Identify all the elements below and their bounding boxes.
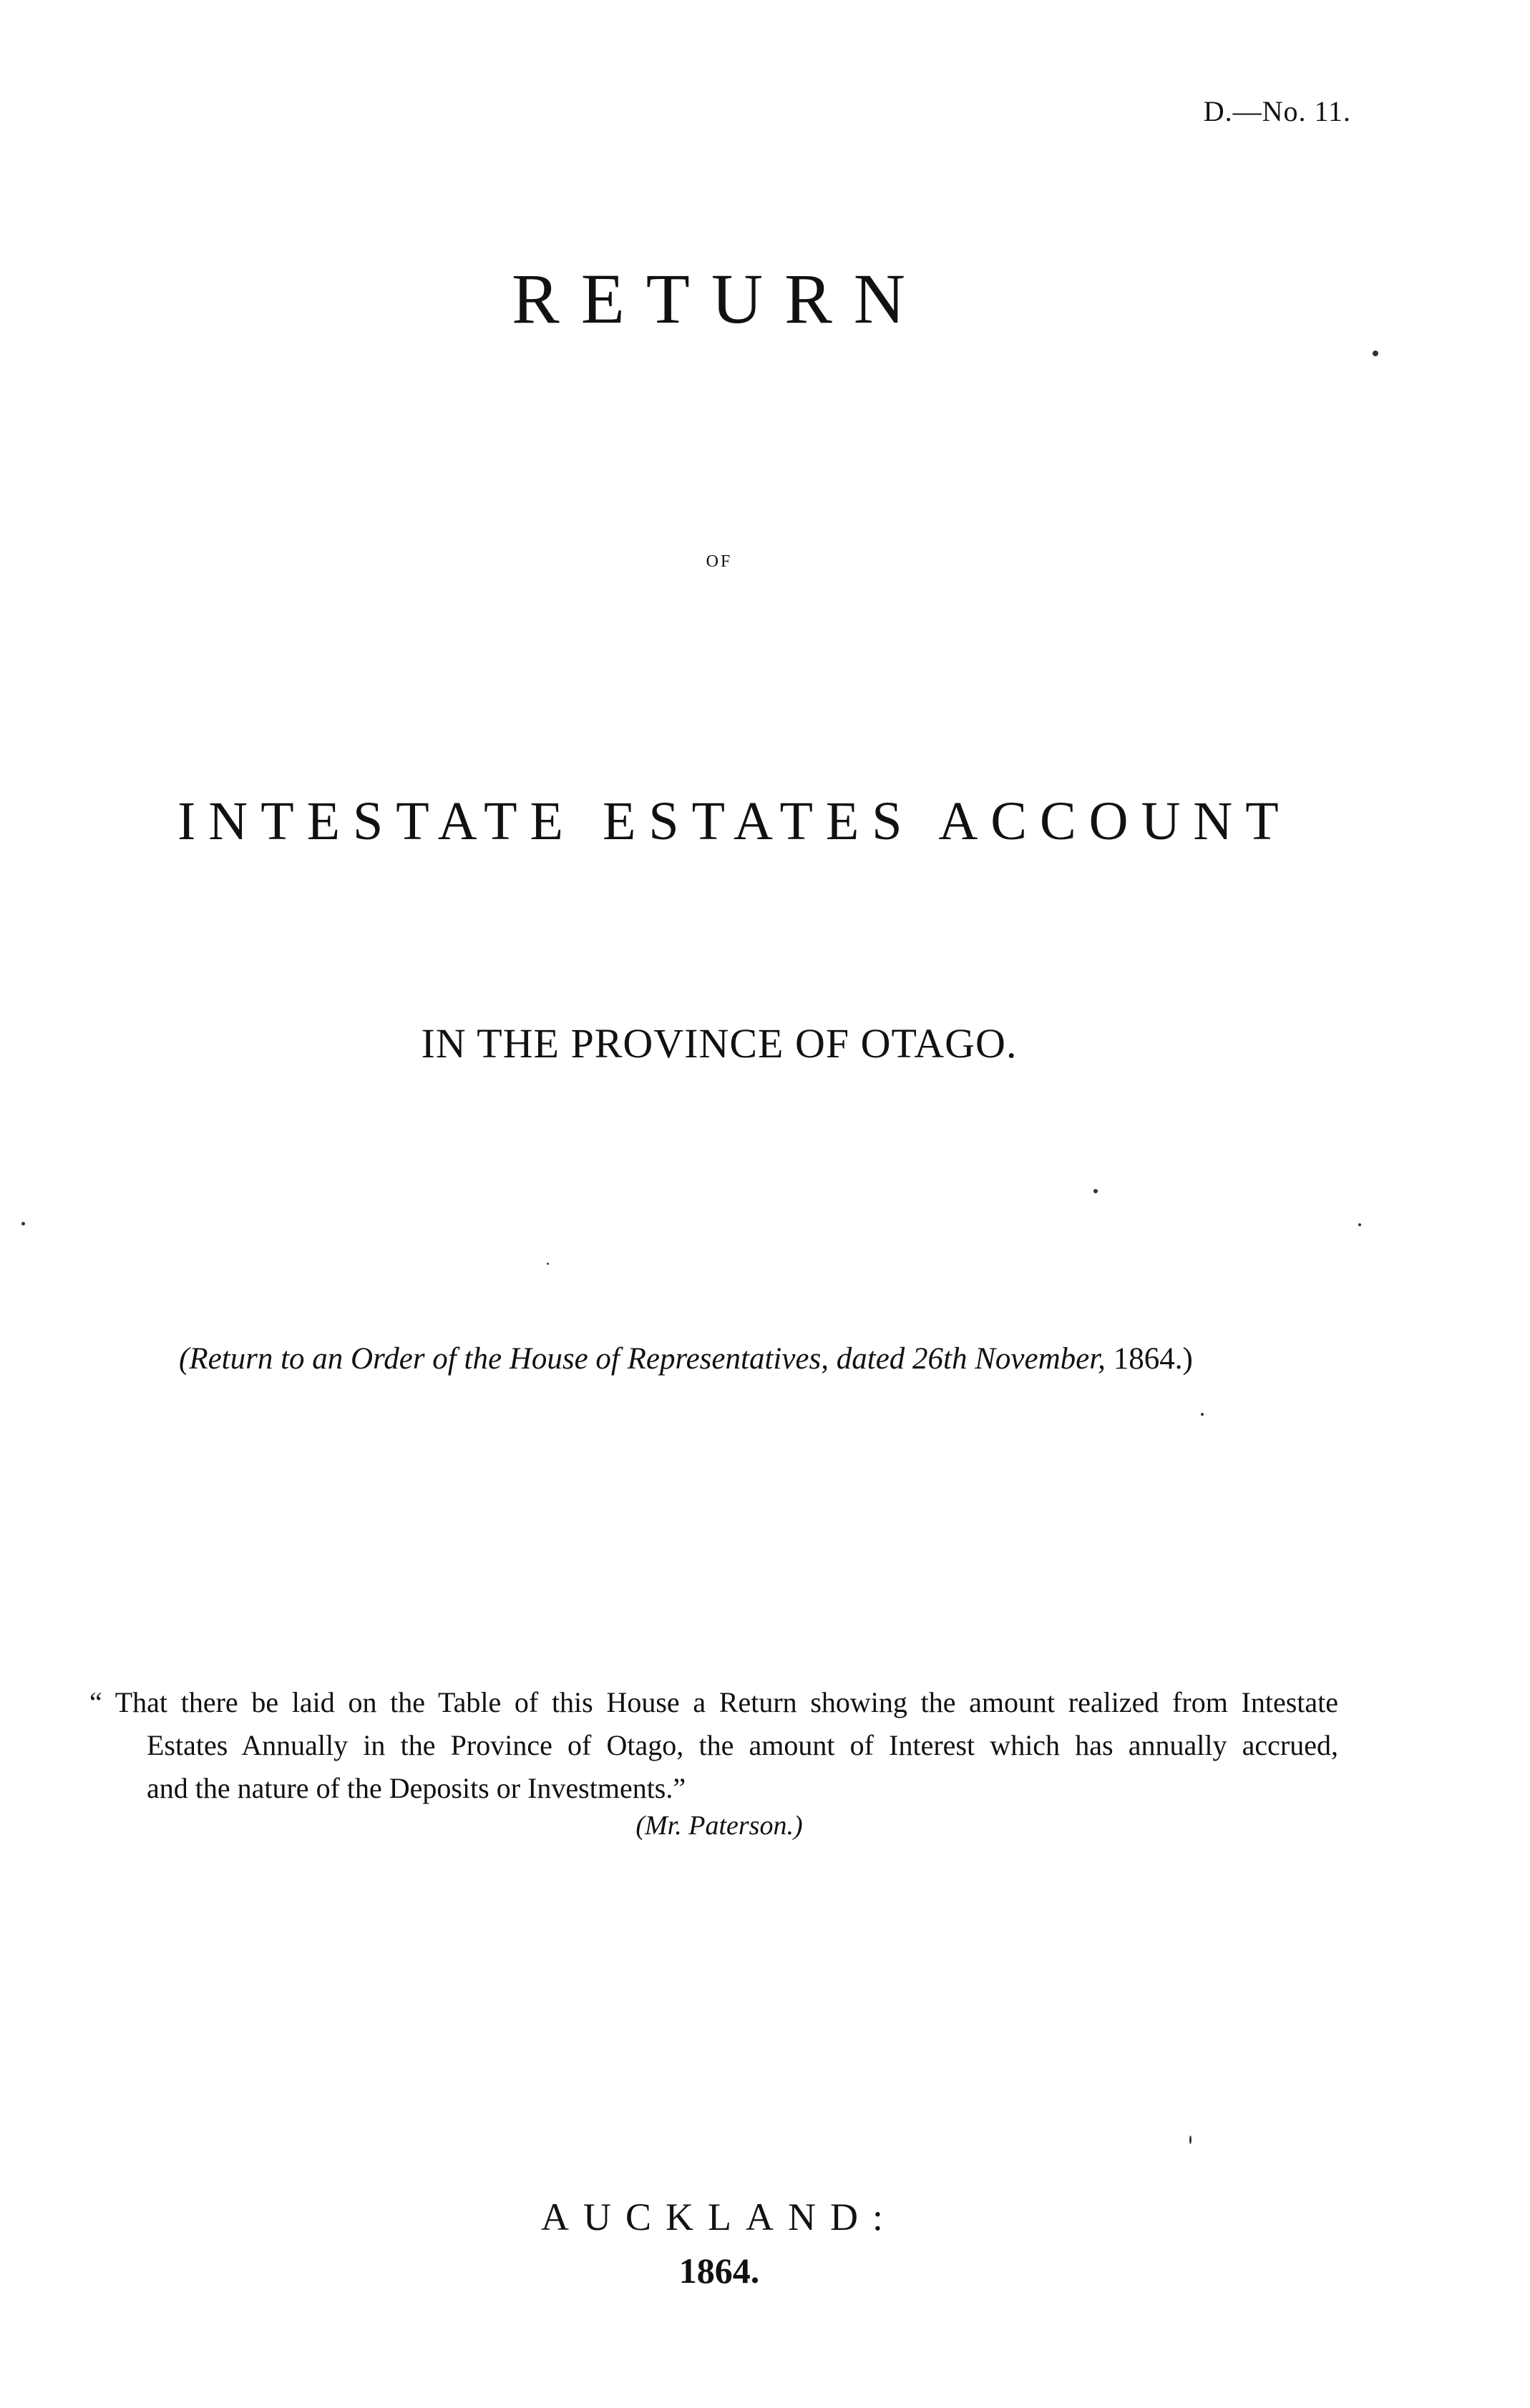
main-title: INTESTATE ESTATES ACCOUNT — [177, 791, 1292, 851]
order-year: 1864.) — [1113, 1342, 1193, 1376]
of-connector: OF — [706, 552, 733, 571]
motion-quote — [89, 1681, 1338, 1810]
quote-line-1: “ That there be laid on the Table of this House a Return showing the amount realized from Intestate — [89, 1686, 1338, 1718]
province-subtitle: IN THE PROVINCE OF OTAGO. — [421, 1020, 1018, 1067]
scan-speck — [21, 1222, 25, 1225]
quote-line-3: and the nature of the Deposits or Investments.” — [147, 1772, 686, 1804]
quote-line-2: Estates Annually in the Province of Otago, the amount of Interest which has annually accrued, — [147, 1729, 1338, 1761]
quote-attribution: (Mr. Paterson.) — [635, 1811, 803, 1841]
imprint-year: 1864. — [678, 2251, 760, 2291]
imprint-place: AUCKLAND: — [541, 2196, 897, 2238]
scan-speck — [1093, 1189, 1098, 1193]
scan-speck — [547, 1263, 549, 1265]
order-reference — [179, 1341, 1193, 1376]
scan-speck — [1189, 2135, 1192, 2144]
scan-speck — [1358, 1223, 1361, 1226]
return-title: RETURN — [512, 259, 927, 338]
scan-speck — [1373, 351, 1378, 356]
order-text: (Return to an Order of the House of Representatives, dated 26th November, — [179, 1342, 1106, 1376]
document-reference: D.—No. 11. — [1203, 95, 1351, 127]
scan-speck — [1201, 1413, 1204, 1416]
